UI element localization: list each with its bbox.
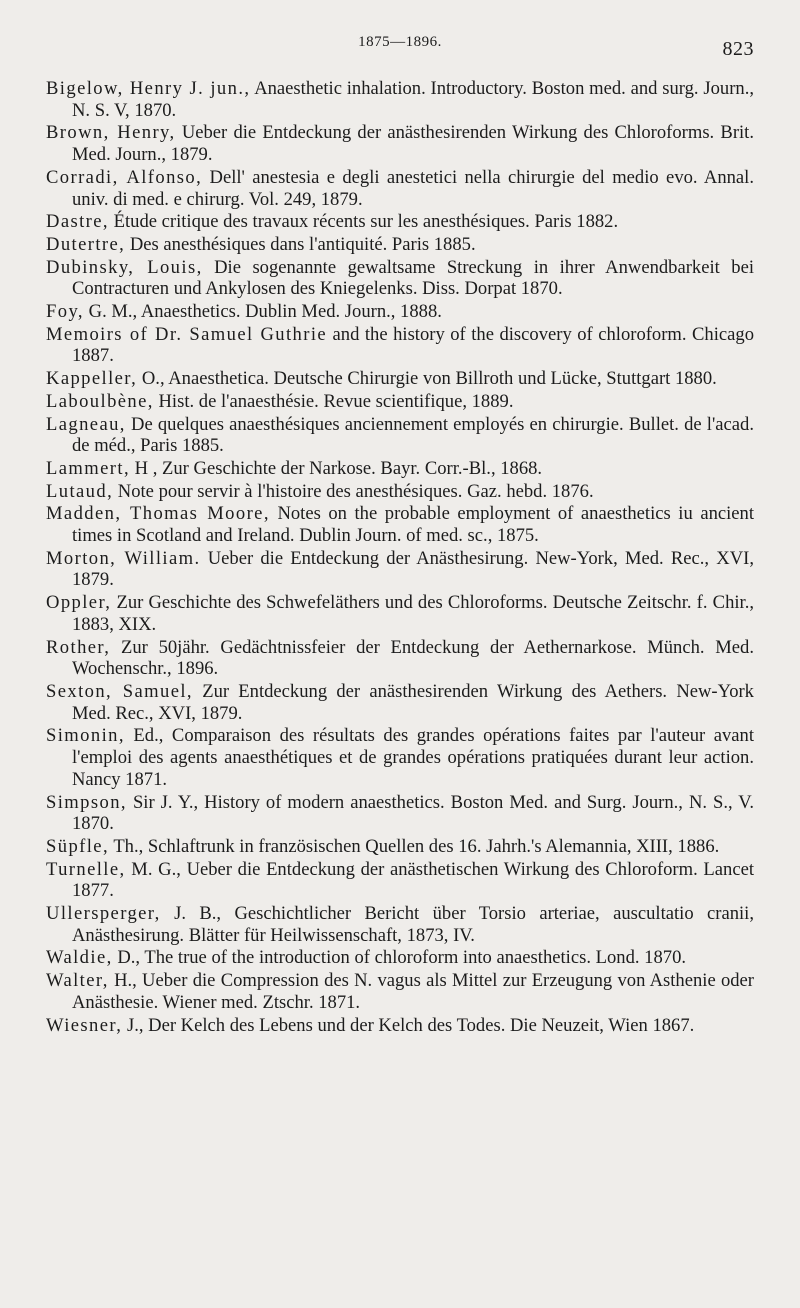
bibliography-entry [46, 792, 754, 835]
entry-author: Süpfle, [46, 835, 109, 857]
entry-text: Ueber die Entdeckung der Anästhesirung. New-York, Med. Rec., XVI, 1879. [72, 547, 754, 591]
bibliography-entry [46, 122, 754, 165]
entry-author: Dastre, [46, 211, 109, 233]
entry-text: Die sogenannte gewaltsame Streckung in ihrer Anwendbarkeit bei Contracturen und Ankylosen des Kniegelenks. Diss. Dorpat 1870. [72, 256, 754, 300]
entry-author: Ullersperger, [46, 903, 161, 925]
entry-text: Hist. de l'anaesthésie. Revue scientifique, 1889. [158, 390, 514, 412]
entry-text: H., Ueber die Compression des N. vagus als Mittel zur Erzeugung von Asthenie oder Anästhesie. Wiener med. Ztschr. 1871. [72, 970, 754, 1013]
bibliography-entry [46, 725, 754, 790]
bibliography-entry [46, 391, 754, 413]
entry-author: Simpson, [46, 791, 127, 813]
entry-author: Simonin, [46, 725, 125, 747]
entry-author: Turnelle, [46, 858, 126, 880]
entry-text: Anaesthetic inhalation. Introductory. Boston med. and surg. Journ., N. S. V, 1870. [72, 78, 754, 121]
bibliography-entry [46, 234, 754, 256]
bibliography-entry [46, 947, 754, 969]
entry-author: Lutaud, [46, 480, 114, 502]
entry-text: G. M., Anaesthetics. Dublin Med. Journ., 1888. [88, 301, 442, 323]
entry-text: Ueber die Entdeckung der anästhesirenden Wirkung des Chloroforms. Brit. Med. Journ., 1879. [72, 122, 754, 166]
bibliography-entry [46, 167, 754, 210]
entry-text: D., The true of the introduction of chloroform into anaesthetics. Lond. 1870. [117, 947, 687, 969]
entry-author: Morton, William. [46, 547, 201, 569]
entry-author: Memoirs of Dr. Samuel Guthrie [46, 323, 328, 345]
running-head [0, 34, 800, 58]
bibliography-entry [46, 481, 754, 503]
running-head-years: 1875—1896. [358, 34, 442, 50]
bibliography-entry [46, 637, 754, 680]
entry-text: H , Zur Geschichte der Narkose. Bayr. Corr.-Bl., 1868. [134, 457, 543, 479]
entry-text: Dell' anestesia e degli anestetici nella chirurgie del medio evo. Annal. univ. di med. e chirurg. Vol. 249, 1879. [72, 166, 754, 210]
entry-author: Waldie, [46, 947, 113, 969]
entry-author: Bigelow, Henry J. jun., [46, 78, 251, 99]
bibliography-entry [46, 368, 754, 390]
bibliography-entry [46, 836, 754, 858]
entry-text: and the history of the discovery of chloroform. Chicago 1887. [72, 323, 754, 367]
bibliography-entry [46, 414, 754, 457]
entry-author: Corradi, Alfonso, [46, 166, 203, 188]
bibliography-entry [46, 859, 754, 902]
entry-text: Zur Geschichte des Schwefeläthers und des Chloroforms. Deutsche Zeitschr. f. Chir., 1883, XIX. [72, 592, 754, 635]
entry-text: O., Anaesthetica. Deutsche Chirurgie von Billroth und Lücke, Stuttgart 1880. [141, 368, 717, 390]
entry-author: Dubinsky, Louis, [46, 256, 203, 278]
entry-author: Madden, Thomas Moore, [46, 503, 270, 525]
entry-author: Sexton, Samuel, [46, 680, 193, 702]
entry-text: De quelques anaesthésiques anciennement employés en chirurgie. Bullet. de l'acad. de méd., Paris 1885. [72, 413, 754, 457]
entry-text: Zur 50jähr. Gedächtnissfeier der Entdeckung der Aethernarkose. Münch. Med. Wochenschr., 1896. [72, 636, 754, 680]
bibliography-entry [46, 903, 754, 946]
entry-author: Foy, [46, 301, 84, 323]
entry-text: Sir J. Y., History of modern anaesthetics. Boston Med. and Surg. Journ., N. S., V. 1870. [72, 791, 754, 835]
entry-author: Rother, [46, 636, 111, 658]
bibliography-entry [46, 681, 754, 724]
bibliography-entry [46, 548, 754, 591]
bibliography-entry [46, 503, 754, 546]
entry-author: Kappeller, [46, 368, 138, 390]
entry-author: Wiesner, [46, 1014, 123, 1036]
entry-author: Brown, Henry, [46, 122, 176, 144]
entry-author: Lagneau, [46, 413, 126, 435]
page-number: 823 [722, 38, 754, 60]
entry-text: J., Der Kelch des Lebens und der Kelch des Todes. Die Neuzeit, Wien 1867. [126, 1014, 695, 1036]
bibliography-entry [46, 458, 754, 480]
entry-author: Dutertre, [46, 233, 126, 255]
bibliography-entry [46, 78, 754, 121]
bibliography-entry [46, 1015, 754, 1037]
entry-author: Laboulbène, [46, 390, 154, 412]
bibliography-entry [46, 970, 754, 1013]
entry-text: Ed., Comparaison des résultats des grandes opérations faites par l'auteur avant l'emploi des agents anaesthétiques et de grandes opérations pratiquées durant leur action. Nancy 1871. [72, 725, 754, 790]
entry-text: M. G., Ueber die Entdeckung der anästhetischen Wirkung des Chloroform. Lancet 1877. [72, 858, 755, 902]
bibliography-entry [46, 324, 754, 367]
entry-text: Note pour servir à l'histoire des anesthésiques. Gaz. hebd. 1876. [117, 480, 594, 502]
bibliography-entry [46, 257, 754, 300]
entry-text: Étude critique des travaux récents sur les anesthésiques. Paris 1882. [113, 211, 619, 233]
entry-author: Lammert, [46, 457, 130, 479]
entry-author: Oppler, [46, 592, 112, 614]
entry-text: Zur Entdeckung der anästhesirenden Wirkung des Aethers. New-York Med. Rec., XVI, 1879. [72, 680, 754, 724]
bibliography-entry [46, 301, 754, 323]
bibliography-list [46, 78, 754, 1037]
entry-text: Notes on the probable employment of anaesthetics iu ancient times in Scotland and Ireland. Dublin Journ. of med. sc., 1875. [72, 503, 755, 547]
entry-author: Walter, [46, 970, 109, 992]
entry-text: J. B., Geschichtlicher Bericht über Torsio arteriae, auscultatio cranii, Anästhesirung. Blätter für Heilwissenschaft, 1873, IV. [72, 903, 754, 946]
entry-text: Des anesthésiques dans l'antiquité. Paris 1885. [129, 233, 476, 255]
entry-text: Th., Schlaftrunk in französischen Quellen des 16. Jahrh.'s Alemannia, XIII, 1886. [113, 835, 720, 857]
bibliography-entry [46, 592, 754, 635]
bibliography-entry [46, 211, 754, 233]
